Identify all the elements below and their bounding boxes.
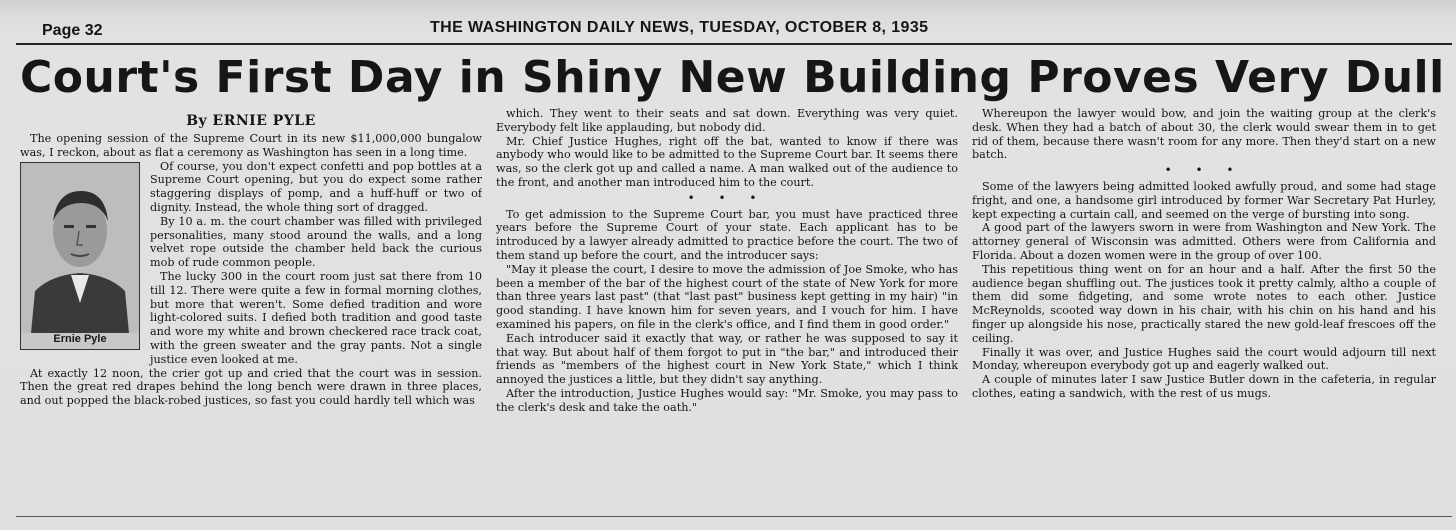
paragraph: Each introducer said it exactly that way, or rather he was supposed to say it that way. But about half of them forgot to put in "the bar," and introduced their friends as "members of the highest court in New York State," which I think annoyed the justices a little, but they didn't say anything. [496, 331, 958, 387]
paragraph: Whereupon the lawyer would bow, and join the waiting group at the clerk's desk. When they had a batch of about 30, the clerk would swear them in to get rid of them, because there wasn't room for any more. Then they'd start on a new batch. [972, 107, 1436, 162]
article-column-3 [972, 107, 1436, 509]
paragraph: Some of the lawyers being admitted looked awfully proud, and some had stage fright, and one, a handsome girl introduced by former War Secretary Pat Hurley, kept expecting a curtain call, and seemed on the verge of bursting into song. [972, 179, 1436, 221]
paragraph: To get admission to the Supreme Court bar, you must have practiced three years before the Supreme Court of your state. Each applicant has to be introduced by a lawyer already admitted to practice before the court. The two of them stand up before the court, and the introducer says: [496, 207, 958, 262]
paragraph: Finally it was over, and Justice Hughes said the court would adjourn till next Monday, whereupon everybody got up and eagerly walked out. [972, 345, 1436, 373]
paragraph: which. They went to their seats and sat down. Everything was very quiet. Everybody felt like applauding, but nobody did. [496, 107, 958, 134]
paragraph: By 10 a. m. the court chamber was filled with privileged personalities, many stood around the walls, and a long velvet rope outside the chamber held back the curious mob of rude common people. [150, 214, 482, 270]
paragraph: A good part of the lawyers sworn in were from Washington and New York. The attorney general of Wisconsin was admitted. Others were from California and Florida. About a dozen women were in the group of over 100. [972, 221, 1436, 262]
paragraph: A couple of minutes later I saw Justice Butler down in the cafeteria, in regular clothes, eating a sandwich, with the rest of us mugs. [972, 373, 1436, 400]
section-separator: • • • [687, 190, 767, 205]
author-photo [20, 162, 140, 350]
article-column-1 [20, 112, 482, 514]
page-number: Page 32 [42, 22, 103, 39]
section-separator: • • • [1164, 163, 1244, 178]
photo-caption: Ernie Pyle [53, 332, 107, 345]
paragraph: The lucky 300 in the court room just sat there from 10 till 12. There were quite a few in formal morning clothes, but more that weren't. Some defied tradition and wore light-colored suits. I defied both tradition and good taste and wore my white and brown checkered race track coat, with the green sweater and the gray pants. Not a single justice even looked at me. [150, 269, 482, 366]
paragraph: Of course, you don't expect confetti and pop bottles at a Supreme Court opening, but you do expect some rather staggering displays of pomp, and a huff-huff or two of dignity. Instead, the whole thing sort of dragged. [150, 159, 482, 214]
paragraph: "May it please the court, I desire to move the admission of Joe Smoke, who has been a member of the bar of the highest court of the state of New York for more than three years last past" (that "last past" business kept getting in my hair) "in good standing. I have known him for seven years, and I vouch for him. I have examined his papers, on file in the clerk's office, and I find them in good order." [496, 262, 958, 331]
paragraph: Mr. Chief Justice Hughes, right off the bat, wanted to know if there was anybody who would like to be admitted to the Supreme Court bar. It seems there was, so the clerk got up and called a name. A man walked out of the audience to the front, and another man introduced him to the court. [496, 134, 958, 189]
masthead [0, 0, 1456, 44]
paragraph: This repetitious thing went on for an hour and a half. After the first 50 the audience began shuffling out. The justices took it pretty calmly, altho a couple of them did some fidgeting, and some wrote notes to each other. Justice McReynolds, scooted way down in his chair, with his chin on his hand and his finger up alongside his nose, practically stared the new gold-leaf frescoes off the ceiling. [972, 262, 1436, 345]
paragraph: The opening session of the Supreme Court in its new $11,000,000 bungalow was, I reckon, about as flat a ceremony as Washington has seen in a long time. [20, 132, 482, 159]
dateline: THE WASHINGTON DAILY NEWS, TUESDAY, OCTOBER 8, 1935 [430, 19, 929, 36]
bottom-rule [16, 516, 1452, 517]
article-column-2 [496, 107, 958, 509]
byline: By ERNIE PYLE [186, 113, 316, 129]
portrait-image [21, 163, 139, 333]
headline: Court's First Day in Shiny New Building Proves Very Dull [20, 52, 1445, 103]
paragraph: After the introduction, Justice Hughes would say: "Mr. Smoke, you may pass to the clerk's desk and take the oath." [496, 386, 958, 414]
paragraph: At exactly 12 noon, the crier got up and cried that the court was in session. Then the great red drapes behind the long bench were drawn in three places, and out popped the black-robed justices, so fast you could hardly tell which was [20, 366, 482, 408]
masthead-rule [16, 43, 1452, 45]
